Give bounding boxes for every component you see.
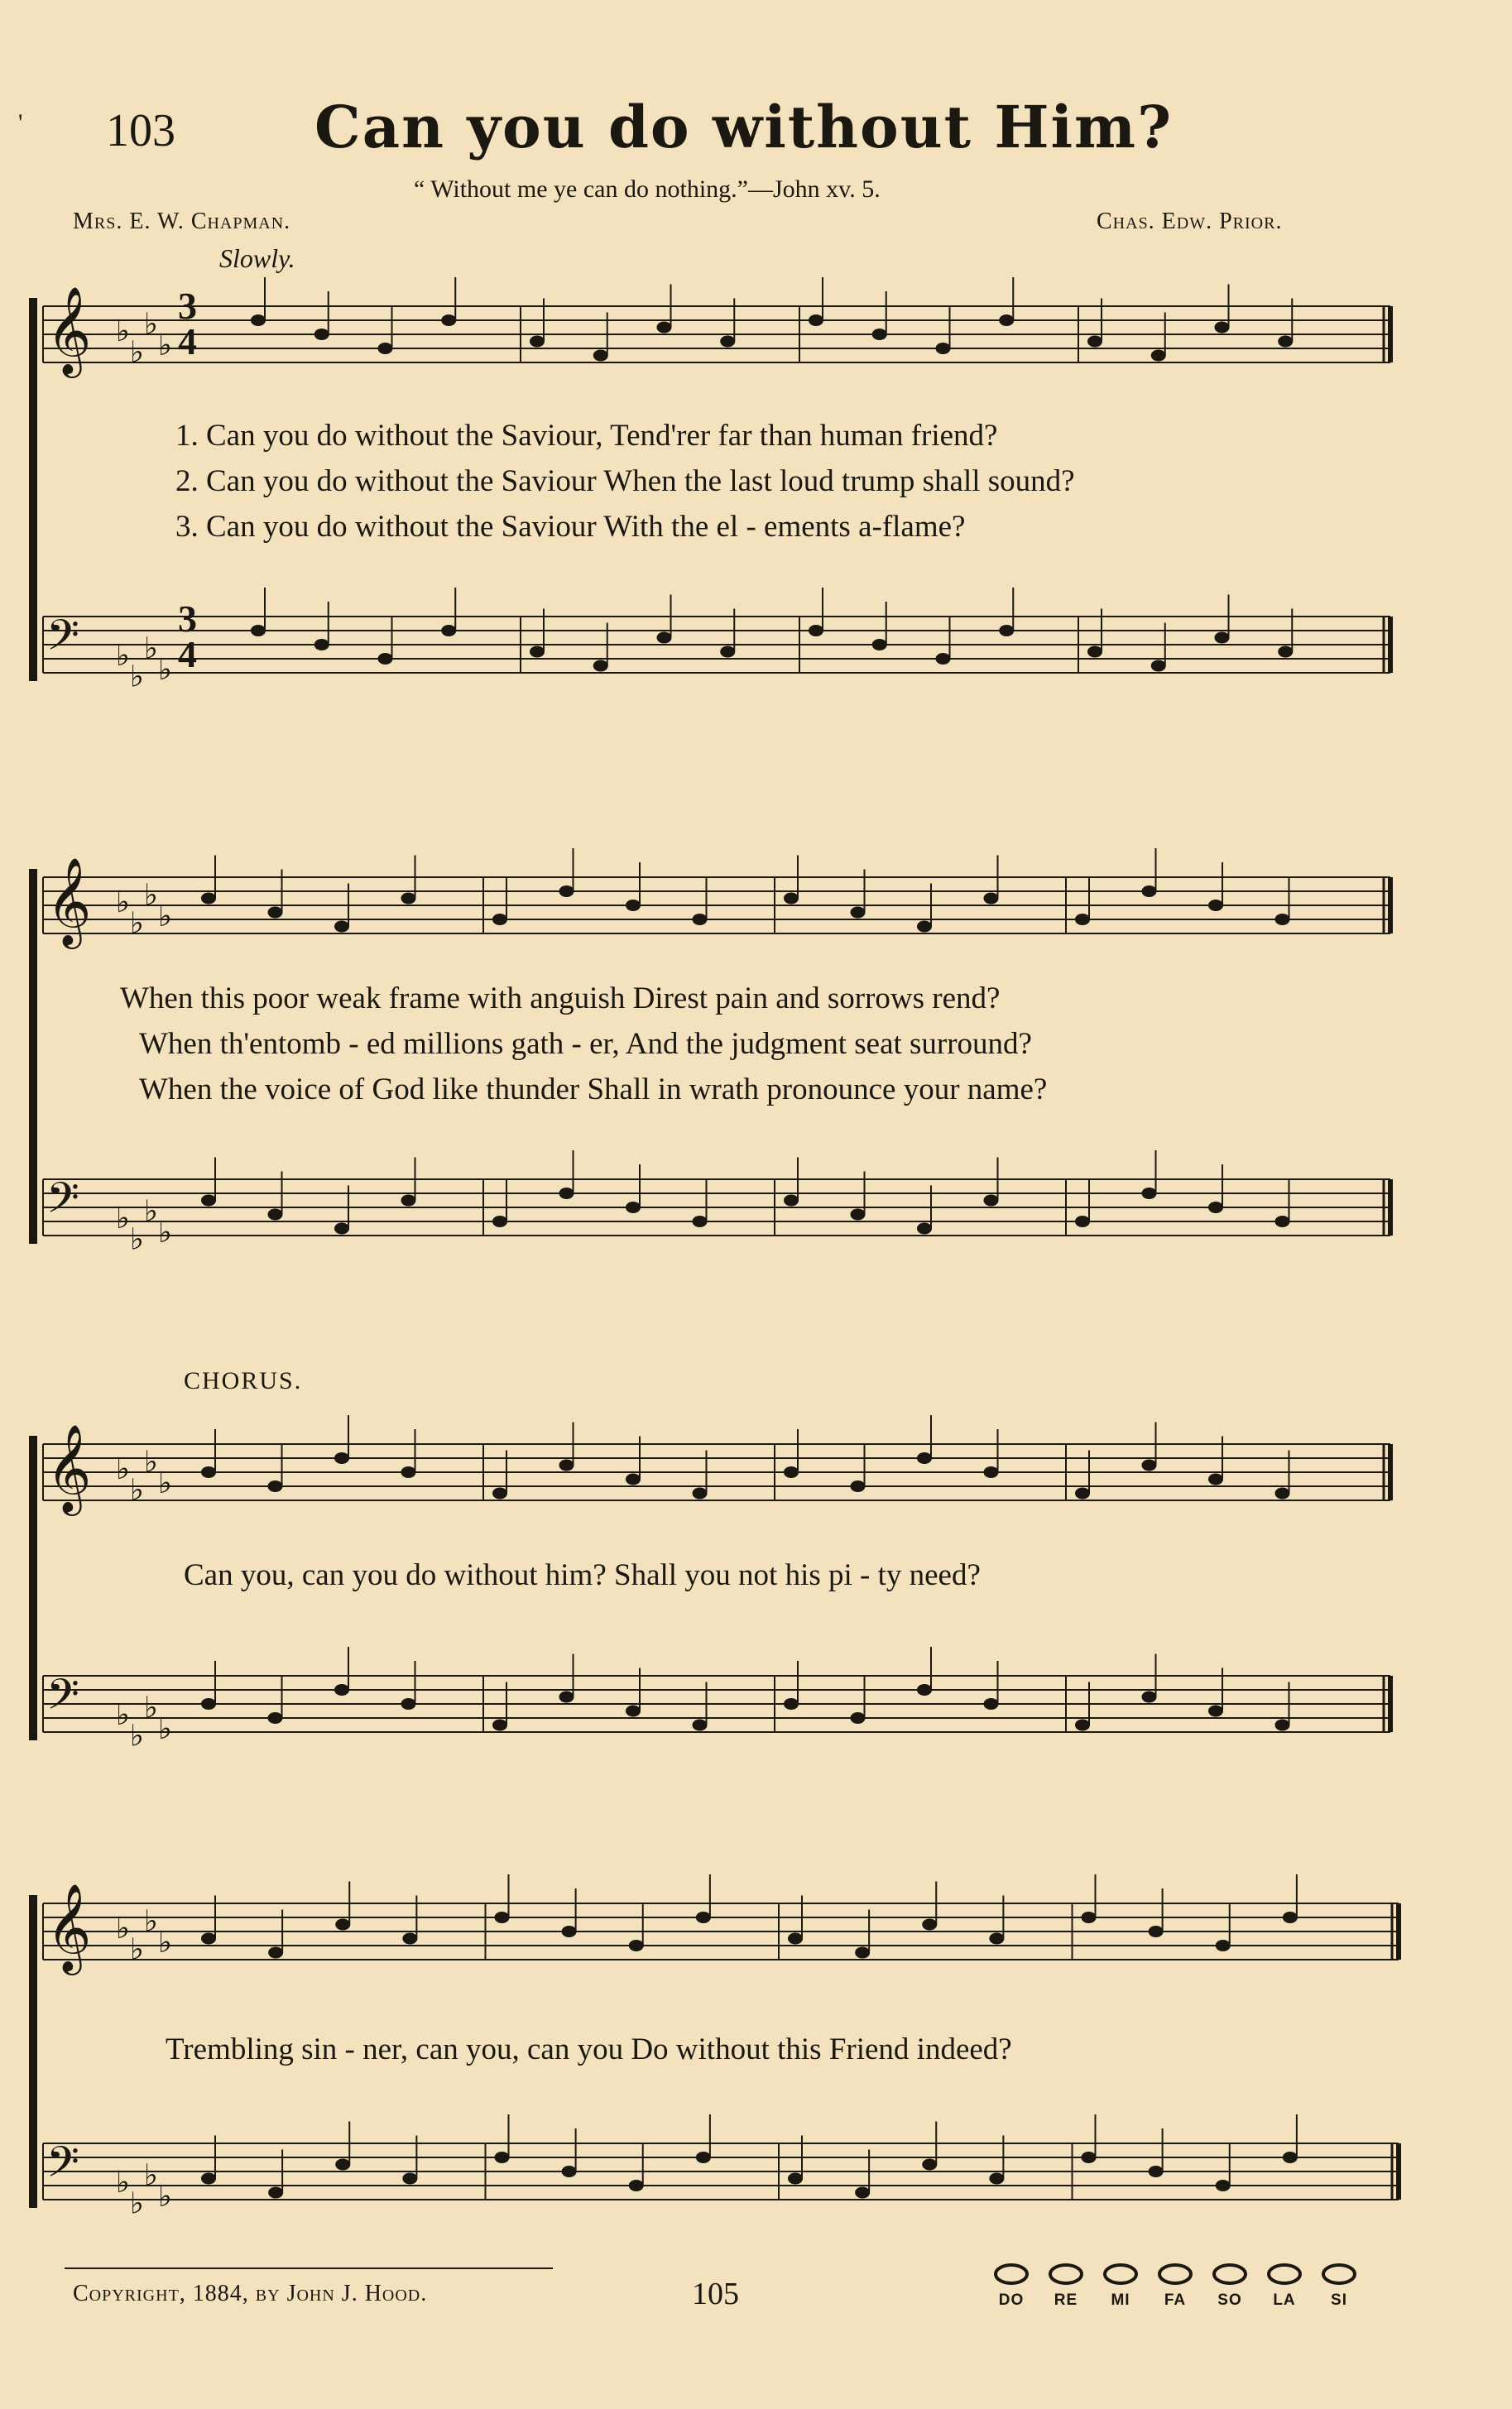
re-shape-icon [1041,2262,1091,2291]
note-head-icon [989,2173,1004,2185]
note-head-icon [562,2166,577,2177]
time-signature-bottom: 4 [178,320,197,362]
verse-2-line-1: 2. Can you do without the Saviour When the last loud trump shall sound? [175,464,1075,498]
solfege-label: FA [1164,2291,1187,2309]
note-head-icon [629,2180,644,2191]
note-head-icon [851,1712,866,1724]
note-head-icon [984,893,999,905]
treble-clef-icon: 𝄞 [46,1423,92,1512]
note-head-icon [917,921,932,933]
note-head-icon [1208,1202,1223,1213]
bass-clef-icon: 𝄢 [46,1669,79,1730]
footer-rule [65,2267,553,2269]
chorus-line-1: Can you, can you do without him? Shall you not his pi - ty need? [184,1558,981,1592]
note-head-icon [201,2173,216,2185]
page-number: 105 [692,2277,739,2311]
note-head-icon [989,1933,1004,1945]
note-head-icon [378,343,393,354]
note-head-icon [693,1216,708,1227]
note-head-icon [626,1474,641,1485]
time-signature-bottom: 4 [178,633,197,675]
note-head-icon [401,1195,416,1207]
note-head-icon [1075,1488,1090,1500]
note-head-icon [251,625,266,636]
note-head-icon [492,1720,507,1731]
note-head-icon [201,1466,216,1478]
note-head-icon [696,2152,711,2163]
flat-icon: ♭ [116,314,130,348]
note-head-icon [1151,350,1166,362]
time-signature-top: 3 [178,285,197,327]
fa-shape-icon [1150,2262,1200,2291]
time-signature-top: 3 [178,597,197,640]
note-head-icon [1216,2180,1231,2191]
note-head-icon [314,329,329,340]
note-head-icon [693,914,708,925]
note-head-icon [201,1698,216,1710]
bass-clef-icon: 𝄢 [46,1173,79,1233]
note-head-icon [851,1209,866,1221]
solfege-legend [986,2262,1375,2320]
note-head-icon [1275,914,1290,925]
note-head-icon [784,1195,799,1207]
flat-icon: ♭ [130,1222,144,1257]
note-head-icon [401,1698,416,1710]
flat-icon: ♭ [158,1712,172,1746]
flat-icon: ♭ [144,1194,158,1229]
flat-icon: ♭ [130,660,144,694]
hymn-number: 103 [106,105,175,156]
note-head-icon [530,336,545,348]
flat-icon: ♭ [158,900,172,933]
flat-icon: ♭ [116,639,130,673]
copyright-notice: Copyright, 1884, by John J. Hood. [73,2281,428,2306]
note-head-icon [851,1480,866,1492]
note-head-icon [657,322,672,334]
note-head-icon [593,350,608,362]
flat-icon: ♭ [130,1719,144,1754]
note-head-icon [693,1488,708,1500]
note-head-icon [251,314,266,326]
composer-credit: Chas. Edw. Prior. [1097,209,1283,234]
flat-icon: ♭ [116,2166,130,2200]
note-head-icon [268,1480,283,1492]
note-head-icon [201,1195,216,1207]
note-head-icon [999,625,1014,636]
note-head-icon [492,914,507,925]
flat-icon: ♭ [116,1698,130,1732]
verse-2-line-2: When th'entomb - ed millions gath - er, And the judgment seat surround? [139,1027,1032,1061]
so-shape-icon [1205,2262,1255,2291]
note-head-icon [626,900,641,911]
solfege-label: DO [998,2291,1025,2309]
note-head-icon [1278,336,1293,348]
note-head-icon [201,893,216,905]
note-head-icon [1275,1488,1290,1500]
epigraph: “ Without me ye can do nothing.”—John xv. 5. [414,175,881,203]
note-head-icon [872,329,887,340]
note-head-icon [334,1452,349,1464]
note-head-icon [922,1919,937,1931]
note-head-icon [1278,646,1293,658]
note-head-icon [696,1912,711,1923]
flat-icon: ♭ [130,906,144,941]
author-credit: Mrs. E. W. Chapman. [73,209,291,234]
note-head-icon [917,1223,932,1235]
flat-icon: ♭ [144,1445,158,1480]
flat-icon: ♭ [116,1452,130,1486]
note-head-icon [1087,646,1102,658]
note-head-icon [629,1940,644,1951]
note-head-icon [441,625,456,636]
verse-1-line-2: When this poor weak frame with anguish Direst pain and sorrows rend? [120,981,1001,1015]
note-head-icon [201,1933,216,1945]
note-head-icon [720,336,735,348]
note-head-icon [492,1216,507,1227]
note-head-icon [1215,632,1230,644]
treble-clef-icon: 𝄞 [46,857,92,945]
flat-icon: ♭ [130,1473,144,1508]
note-head-icon [1149,2166,1164,2177]
note-head-icon [1208,1706,1223,1717]
chorus-label: CHORUS. [184,1367,303,1394]
note-head-icon [922,2159,937,2171]
note-head-icon [1142,1460,1157,1471]
note-head-icon [784,1698,799,1710]
verse-3-line-2: When the voice of God like thunder Shall in wrath pronounce your name? [139,1073,1048,1106]
note-head-icon [314,639,329,650]
verse-1-line-1: 1. Can you do without the Saviour, Tend'rer far than human friend? [175,419,998,453]
flat-icon: ♭ [158,1216,172,1250]
note-head-icon [855,1947,870,1959]
flat-icon: ♭ [158,1466,172,1500]
note-head-icon [268,2187,283,2199]
note-head-icon [559,1188,574,1199]
note-head-icon [1215,322,1230,334]
note-head-icon [559,1460,574,1471]
note-head-icon [999,314,1014,326]
note-head-icon [693,1720,708,1731]
flat-icon: ♭ [144,878,158,913]
solfege-label: SI [1331,2291,1347,2309]
note-head-icon [492,1488,507,1500]
note-head-icon [268,1947,283,1959]
note-head-icon [1151,660,1166,672]
note-head-icon [268,1209,283,1221]
chorus-line-2: Trembling sin - ner, can you, can you Do without this Friend indeed? [166,2032,1012,2066]
flat-icon: ♭ [130,335,144,370]
note-head-icon [851,907,866,919]
note-head-icon [657,632,672,644]
note-head-icon [984,1195,999,1207]
note-head-icon [334,921,349,933]
flat-icon: ♭ [158,2180,172,2214]
note-head-icon [1075,914,1090,925]
note-head-icon [562,1926,577,1937]
solfege-label: MI [1111,2291,1130,2309]
note-head-icon [784,893,799,905]
note-head-icon [936,653,951,665]
note-head-icon [495,1912,510,1923]
note-head-icon [1082,2152,1097,2163]
note-head-icon [495,2152,510,2163]
note-head-icon [626,1202,641,1213]
note-head-icon [593,660,608,672]
note-head-icon [559,885,574,897]
note-head-icon [334,1223,349,1235]
note-head-icon [1142,885,1157,897]
note-head-icon [268,907,283,919]
bass-clef-icon: 𝄢 [46,2137,79,2197]
flat-icon: ♭ [158,653,172,687]
flat-icon: ♭ [116,1202,130,1236]
note-head-icon [378,653,393,665]
note-head-icon [1149,1926,1164,1937]
note-head-icon [788,2173,803,2185]
note-head-icon [335,2159,350,2171]
flat-icon: ♭ [116,1912,130,1946]
note-head-icon [1075,1720,1090,1731]
note-head-icon [1208,1474,1223,1485]
note-head-icon [1283,2152,1298,2163]
margin-tick: ' [18,109,23,137]
do-shape-icon [986,2262,1036,2291]
flat-icon: ♭ [158,329,172,362]
note-head-icon [872,639,887,650]
bass-clef-icon: 𝄢 [46,610,79,670]
note-head-icon [917,1452,932,1464]
note-head-icon [530,646,545,658]
note-head-icon [1075,1216,1090,1227]
verse-3-line-1: 3. Can you do without the Saviour With the el - ements a-flame? [175,510,966,544]
note-head-icon [334,1684,349,1696]
note-head-icon [809,314,823,326]
flat-icon: ♭ [144,631,158,666]
note-head-icon [1216,1940,1231,1951]
note-head-icon [1142,1692,1157,1703]
note-head-icon [441,314,456,326]
flat-icon: ♭ [144,2158,158,2193]
note-head-icon [936,343,951,354]
note-head-icon [626,1706,641,1717]
note-head-icon [984,1698,999,1710]
si-shape-icon [1314,2262,1364,2291]
note-head-icon [1275,1720,1290,1731]
solfege-label: SO [1217,2291,1242,2309]
flat-icon: ♭ [130,2186,144,2221]
note-head-icon [402,1933,417,1945]
flat-icon: ♭ [144,1691,158,1725]
note-head-icon [784,1466,799,1478]
note-head-icon [559,1692,574,1703]
note-head-icon [401,1466,416,1478]
note-head-icon [1208,900,1223,911]
note-head-icon [917,1684,932,1696]
mi-shape-icon [1096,2262,1145,2291]
solfege-label: LA [1273,2291,1296,2309]
note-head-icon [402,2173,417,2185]
la-shape-icon [1260,2262,1309,2291]
note-head-icon [335,1919,350,1931]
note-head-icon [809,625,823,636]
note-head-icon [1275,1216,1290,1227]
note-head-icon [855,2187,870,2199]
flat-icon: ♭ [130,1932,144,1967]
note-head-icon [720,646,735,658]
hymn-title: Can you do without Him? [314,93,1174,161]
note-head-icon [984,1466,999,1478]
note-head-icon [1087,336,1102,348]
treble-clef-icon: 𝄞 [46,286,92,374]
flat-icon: ♭ [116,885,130,919]
flat-icon: ♭ [144,1904,158,1939]
note-head-icon [401,893,416,905]
solfege-label: RE [1054,2291,1078,2309]
flat-icon: ♭ [144,307,158,342]
note-head-icon [788,1933,803,1945]
tempo-marking: Slowly. [219,243,295,273]
note-head-icon [268,1712,283,1724]
treble-clef-icon: 𝄞 [46,1883,92,1971]
note-head-icon [1283,1912,1298,1923]
note-head-icon [1142,1188,1157,1199]
note-head-icon [1082,1912,1097,1923]
flat-icon: ♭ [158,1926,172,1960]
